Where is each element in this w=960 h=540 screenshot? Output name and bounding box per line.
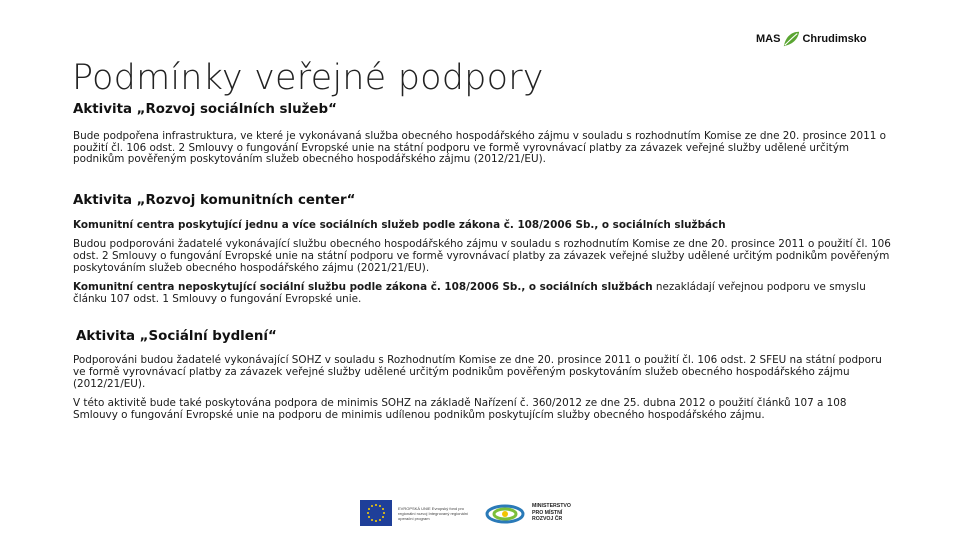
eu-flag-icon xyxy=(360,500,392,526)
slide-content xyxy=(73,102,893,421)
heading-community-centers: Aktivita „Rozvoj komunitních center“ xyxy=(73,192,356,208)
logo-text-mas: MAS xyxy=(756,33,781,45)
footer-logos xyxy=(360,498,600,528)
paragraph-social-housing-2: V této aktivitě bude také poskytována podpora de minimis SOHZ na základě Nařízení č. 360/2012 ze dne 25. dubna 2012 o použití článků 107 a 108 Smlouvy o fungování Evropské unie na podporu de minimis udílenou podnikům poskytujícím služby obecného hospodářského zájmu. xyxy=(73,397,847,421)
paragraph-social-housing-1: Podporováni budou žadatelé vykonávající SOHZ v souladu s Rozhodnutím Komise ze dne 20. prosince 2011 o použití čl. 106 odst. 2 SFEU na státní podporu ve formě vyrovnávací platby za závazek veřejné služby udělené určitým podnikům pověřeným poskytováním služeb obecného hospodářského zájmu (2012/21/EU). xyxy=(73,354,882,390)
community-centers-rest: nezakládají veřejnou podporu ve smyslu článku 107 odst. 1 Smlouvy o fungování Evropské unie. xyxy=(73,281,866,305)
eu-fund-text: EVROPSKÁ UNIE Evropský fond pro regionální rozvoj Integrovaný regionální operační program xyxy=(398,505,469,521)
paragraph-community-centers-no-support xyxy=(73,282,893,305)
paragraph-social-services: Bude podpořena infrastruktura, ve které je vykonávaná služba obecného hospodářského zájmu v souladu s rozhodnutím Komise ze dne 20. prosince 2011 o použití čl. 106 odst. 2 Smlouvy o fungování Evropské unie na státní podporu ve formě vyrovnávací platby za závazek veřejné služby udělené určitým podnikům pověřeným poskytováním služeb obecného hospodářského zájmu (2012/21/EU). xyxy=(73,130,886,166)
ministry-text: MINISTERSTVO PRO MÍSTNÍ ROZVOJ ČR xyxy=(532,503,571,523)
iop-logo-icon xyxy=(484,500,526,526)
mas-chrudimsko-logo xyxy=(756,26,876,52)
heading-social-housing: Aktivita „Sociální bydlení“ xyxy=(76,329,277,345)
community-centers-bold-part: Komunitní centra neposkytující sociální službu podle zákona č. 108/2006 Sb., o sociálních službách xyxy=(73,281,653,294)
community-centers-subheading: Komunitní centra poskytující jednu a více sociálních služeb podle zákona č. 108/2006 Sb., o sociálních službách xyxy=(73,218,726,231)
heading-social-services: Aktivita „Rozvoj sociálních služeb“ xyxy=(73,102,337,117)
page-title: Podmínky veřejné podpory xyxy=(72,58,544,98)
paragraph-community-centers: Budou podporováni žadatelé vykonávající službu obecného hospodářského zájmu v souladu s rozhodnutím Komise ze dne 20. prosince 2011 o použití čl. 106 odst. 2 Smlouvy o fungování Evropské unie na státní podporu ve formě vyrovnávací platby za závazek veřejné služby udělené určitým podnikům pověřeným poskytováním služeb obecného hospodářského zájmu (2021/21/EU). xyxy=(73,238,891,274)
leaf-icon xyxy=(782,30,800,48)
logo-text-chrudimsko: Chrudimsko xyxy=(802,33,867,45)
